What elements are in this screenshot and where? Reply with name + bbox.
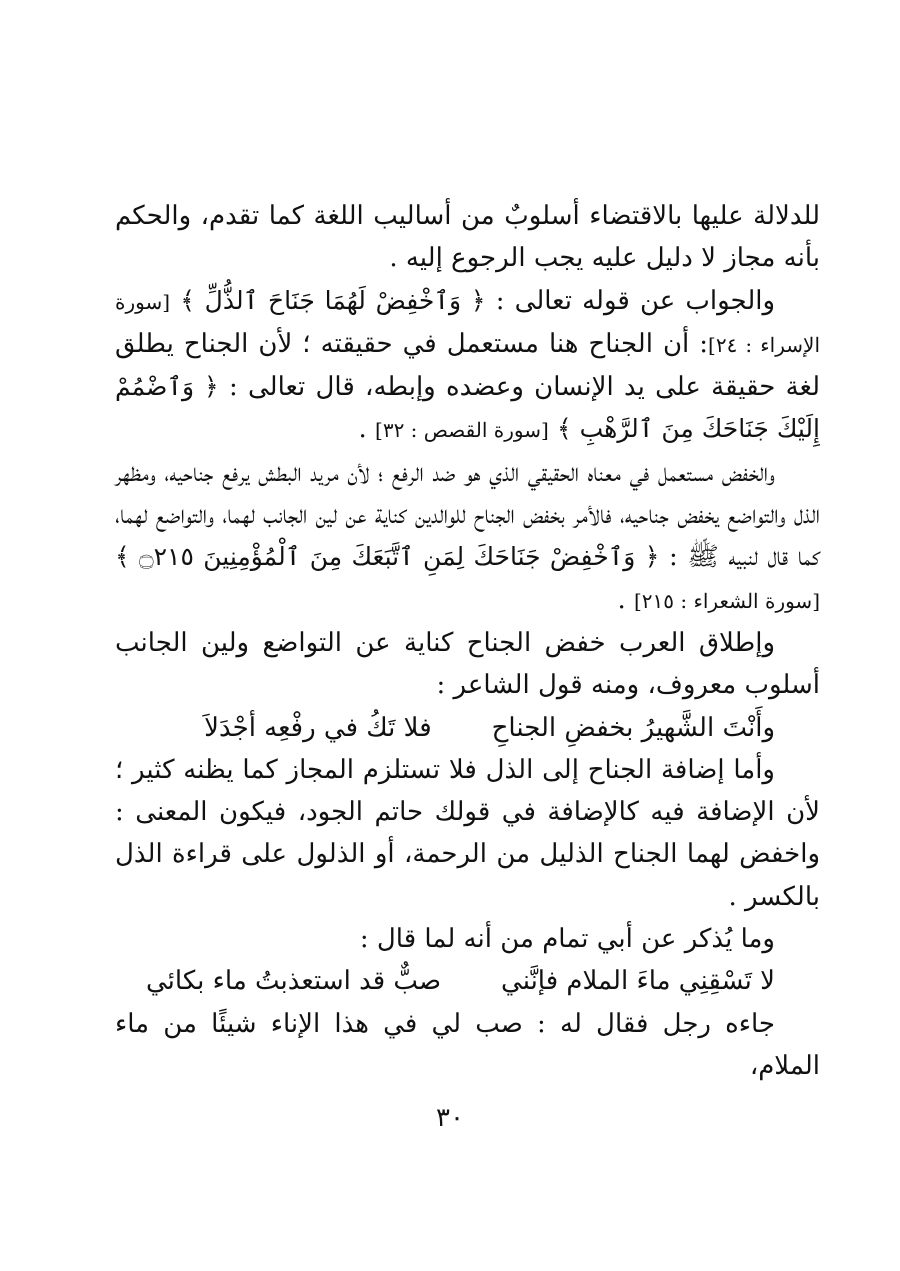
paragraph-idafa: وأما إضافة الجناح إلى الذل فلا تستلزم المجاز كما يظنه كثير ؛ لأن الإضافة فيه كالإضافة في قولك حاتم الجود، فيكون المعنى : واخفض لهما الجناح الذليل من الرحمة، أو الذلول على قراءة الذل بالكسر . — [115, 754, 820, 912]
verse-second-hemistich: صبٌّ قد استعذبتُ ماء بكائي — [145, 966, 442, 997]
paragraph-anecdote: جاءه رجل فقال له : صب لي في هذا الإناء شيئًا من ماء الملام، — [115, 1008, 820, 1081]
punctuation: . — [358, 414, 367, 445]
paragraph-lowering — [115, 452, 820, 622]
verse-second-hemistich: فلا تَكُ في رفْعِه أجْدَلاَ — [204, 712, 432, 743]
paragraph-continued — [115, 195, 820, 280]
poetry-verse — [115, 707, 820, 749]
text-line: للدلالة عليها بالاقتضاء أسلوبٌ من أساليب اللغة كما تقدم، والحكم — [115, 201, 820, 231]
surah-reference: [سورة الإسراء : ٢٤] — [115, 289, 820, 357]
main-text — [115, 195, 820, 1087]
paragraph-intro: والجواب عن قوله تعالى : — [495, 285, 776, 316]
quran-verse: ﴿ وَٱخْفِضْ جَنَاحَكَ لِمَنِ ٱتَّبَعَكَ مِنَ ٱلْمُؤْمِنِينَ ۝٢١٥ ﴾ — [115, 542, 660, 572]
paragraph-answer — [115, 280, 820, 452]
paragraph-arab-usage: وإطلاق العرب خفض الجناح كناية عن التواضع ولين الجانب أسلوب معروف، ومنه قول الشاعر : — [115, 627, 820, 701]
paragraph-body: : أن الجناح هنا مستعمل في حقيقته ؛ لأن الجناح يطلق لغة حقيقة على يد الإنسان وعضده وإبطه، قال تعالى : — [115, 328, 821, 403]
poetry-verse — [115, 960, 820, 1002]
verse-first-hemistich: وأَنْتَ الشَّهيرُ بخفضِ الجناحِ — [491, 712, 775, 743]
quran-verse: ﴿ وَٱضْمُمْ إِلَيْكَ جَنَاحَكَ مِنَ ٱلرَّهْبِ ﴾ — [115, 372, 820, 444]
page-number: ٣٠ — [436, 1103, 464, 1133]
verse-first-hemistich: لا تَسْقِنِي ماءَ الملام فإنَّني — [501, 966, 775, 997]
paragraph-body: والخفض مستعمل في معناه الحقيقي الذي هو ضد الرفع ؛ لأن مريد البطش يرفع جناحيه، ومظهر الذل والتواضع يخفض جناحيه، فالأمر بخفض الجناح للوالدين كناية عن لين الجانب لهما، والتواضع لهما، كما قال لنبيه ﷺ : — [115, 457, 821, 573]
text-line: بأنه مجاز لا دليل عليه يجب الرجوع إليه . — [389, 243, 820, 274]
quran-verse: ﴿ وَٱخْفِضْ لَهُمَا جَنَاحَ ٱلذُّلِّ ﴾ — [180, 285, 486, 315]
surah-reference: [سورة الشعراء : ٢١٥] — [633, 588, 820, 613]
punctuation: . — [617, 584, 626, 615]
surah-reference: [سورة القصص : ٣٢] — [375, 418, 549, 443]
paragraph-abu-tammam: وما يُذكر عن أبي تمام من أنه لما قال : — [359, 924, 775, 955]
